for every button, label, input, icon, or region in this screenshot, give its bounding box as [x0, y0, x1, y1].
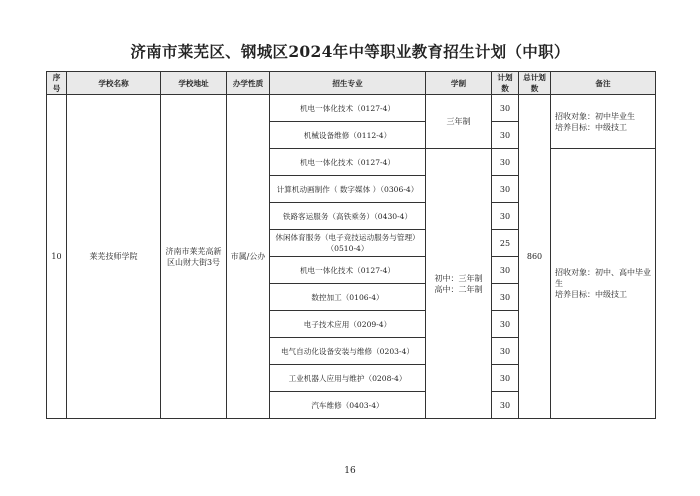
header-major: 招生专业 — [270, 72, 426, 95]
plan-count: 30 — [492, 311, 519, 338]
major-name: 汽车维修（0403-4） — [270, 392, 426, 419]
plan-count: 30 — [492, 338, 519, 365]
school-system: 三年制 — [426, 95, 492, 149]
school-nature: 市属/公办 — [227, 95, 270, 419]
note-cell — [551, 149, 656, 419]
major-name: 工业机器人应用与维护（0208-4） — [270, 365, 426, 392]
header-plan: 计划数 — [492, 72, 519, 95]
note-line: 培养目标：中级技工 — [555, 122, 627, 132]
system-line: 高中：二年制 — [434, 284, 483, 294]
major-name: 铁路客运服务（高铁乘务）（0430-4） — [270, 203, 426, 230]
header-index: 序号 — [47, 72, 67, 95]
school-index: 10 — [47, 95, 67, 419]
school-name: 莱芜技师学院 — [67, 95, 161, 419]
total-plan: 860 — [519, 95, 551, 419]
plan-count: 30 — [492, 149, 519, 176]
major-name: 机电一体化技术（0127-4） — [270, 257, 426, 284]
table-row — [47, 95, 656, 122]
plan-count: 30 — [492, 122, 519, 149]
plan-count: 30 — [492, 365, 519, 392]
header-total-plan: 总计划数 — [519, 72, 551, 95]
major-name: 休闲体育服务（电子竞技运动服务与管理）（0510-4） — [270, 230, 426, 257]
plan-count: 25 — [492, 230, 519, 257]
plan-count: 30 — [492, 176, 519, 203]
page-title: 济南市莱芜区、钢城区2024年中等职业教育招生计划（中职） — [130, 42, 570, 61]
note-cell — [551, 95, 656, 149]
major-name: 电气自动化设备安装与维修（0203-4） — [270, 338, 426, 365]
plan-count: 30 — [492, 203, 519, 230]
plan-count: 30 — [492, 392, 519, 419]
header-note: 备注 — [551, 72, 656, 95]
school-address: 济南市莱芜高新区山财大街3号 — [161, 95, 227, 419]
major-name: 电子技术应用（0209-4） — [270, 311, 426, 338]
page-number: 16 — [344, 466, 356, 476]
major-name: 计算机动画制作（ 数字媒体 ）（0306-4） — [270, 176, 426, 203]
enrollment-plan-table — [46, 71, 656, 419]
note-line: 招收对象：初中、高中毕业生 — [555, 268, 651, 288]
system-line: 初中：三年制 — [434, 273, 483, 283]
header-system: 学制 — [426, 72, 492, 95]
school-system — [426, 149, 492, 419]
header-school-nature: 办学性质 — [227, 72, 270, 95]
plan-count: 30 — [492, 257, 519, 284]
plan-count: 30 — [492, 284, 519, 311]
plan-count: 30 — [492, 95, 519, 122]
header-school-name: 学校名称 — [67, 72, 161, 95]
major-name: 机械设备维修（0112-4） — [270, 122, 426, 149]
major-name: 数控加工（0106-4） — [270, 284, 426, 311]
table-header-row — [47, 72, 656, 95]
major-name: 机电一体化技术（0127-4） — [270, 149, 426, 176]
note-line: 招收对象：初中毕业生 — [555, 111, 635, 121]
major-name: 机电一体化技术（0127-4） — [270, 95, 426, 122]
header-school-address: 学校地址 — [161, 72, 227, 95]
note-line: 培养目标：中级技工 — [555, 290, 627, 299]
